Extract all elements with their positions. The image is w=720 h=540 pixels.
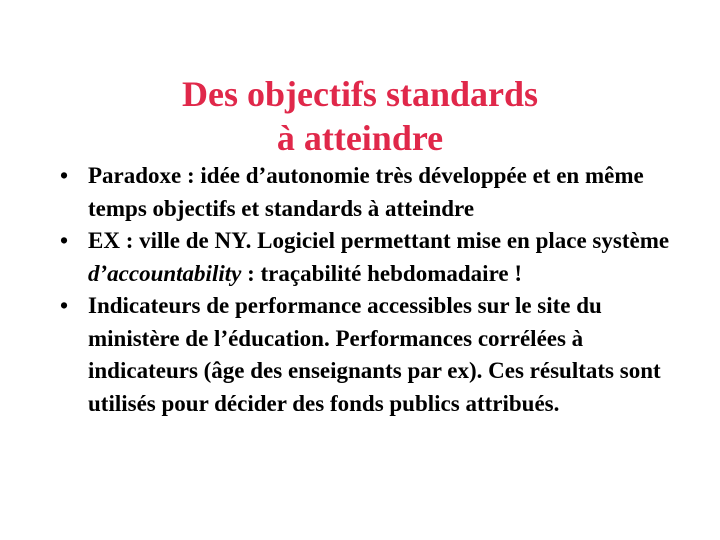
bullet-text-italic-term: d’accountability (88, 260, 242, 286)
bullet-item-indicateurs (60, 290, 680, 420)
bullet-text: Paradoxe : idée d’autonomie très développée et en même temps objectifs et standards à atteindre (88, 163, 644, 221)
slide-title (0, 72, 720, 160)
bullet-text: Indicateurs de performance accessibles sur le site du ministère de l’éducation. Performances corrélées à indicateurs (âge des enseignants par ex). Ces résultats sont utilisés pour décider des fonds publics attribués. (88, 293, 661, 416)
bullet-item-exemple-ny (60, 225, 680, 290)
bullet-item-paradoxe (60, 160, 680, 225)
slide-title-line-1: Des objectifs standards (182, 74, 538, 115)
bullet-dot-icon: • (60, 293, 69, 318)
bullet-dot-icon: • (60, 163, 69, 188)
slide-title-line-2: à atteindre (276, 118, 444, 159)
bullet-list (60, 160, 680, 420)
bullet-text-part-2: : traçabilité hebdomadaire ! (241, 260, 522, 286)
bullet-dot-icon: • (60, 228, 69, 253)
bullet-text-part-1: EX : ville de NY. Logiciel permettant mise en place système (88, 228, 670, 253)
